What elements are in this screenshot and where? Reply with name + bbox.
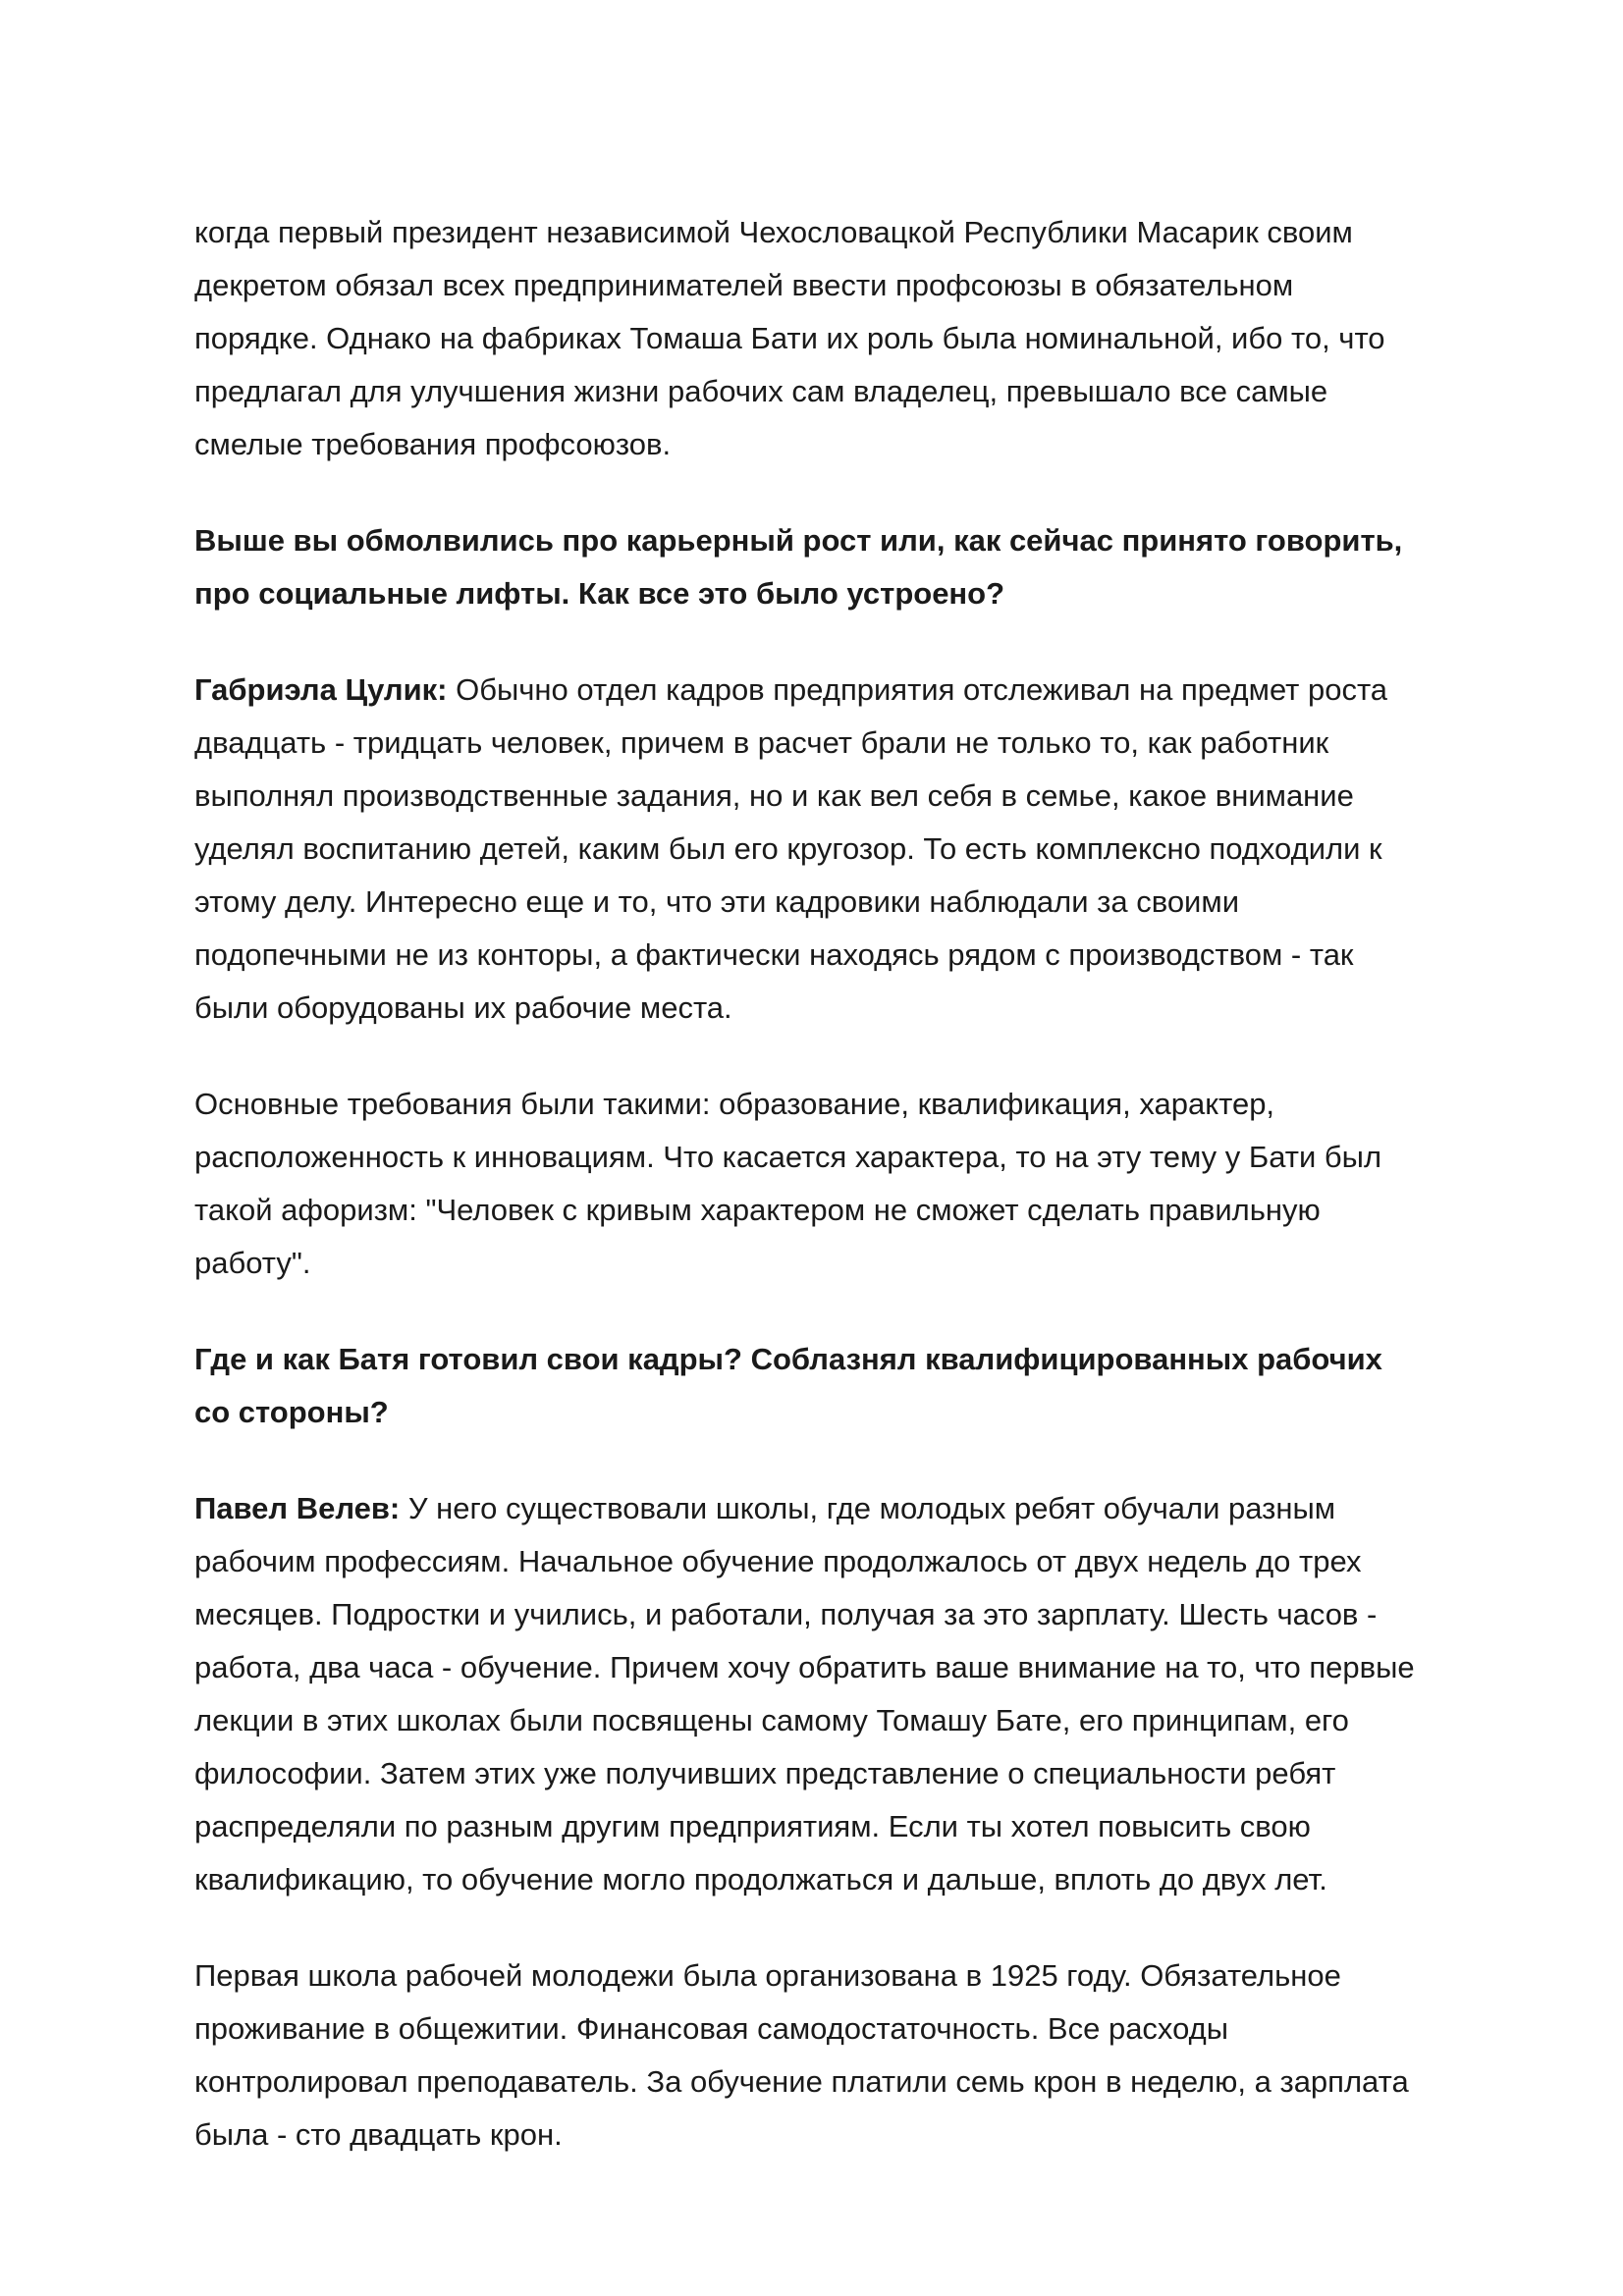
text-line: такой афоризм: "Человек с кривым характером не сможет сделать правильную <box>194 1193 1321 1227</box>
text-line: про социальные лифты. Как все это было устроено? <box>194 576 1005 611</box>
document-page <box>194 206 1451 2205</box>
text-line: предлагал для улучшения жизни рабочих сам владелец, превышало все самые <box>194 374 1328 408</box>
text-line: Обычно отдел кадров предприятия отслеживал на предмет роста <box>447 672 1388 707</box>
text-line: этому делу. Интересно еще и то, что эти кадровики наблюдали за своими <box>194 884 1240 919</box>
text-line: двадцать - тридцать человек, причем в расчет брали не только то, как работник <box>194 725 1329 760</box>
text-line: Где и как Батя готовил свои кадры? Соблазнял квалифицированных рабочих <box>194 1342 1382 1376</box>
text-line: философии. Затем этих уже получивших представление о специальности ребят <box>194 1756 1336 1790</box>
text-line: выполнял производственные задания, но и как вел себя в семье, какое внимание <box>194 778 1354 813</box>
text-line: месяцев. Подростки и учились, и работали, получая за это зарплату. Шесть часов - <box>194 1597 1378 1631</box>
text-line: квалификацию, то обучение могло продолжаться и дальше, вплоть до двух лет. <box>194 1862 1327 1896</box>
text-line: распределяли по разным другим предприятиям. Если ты хотел повысить свою <box>194 1809 1311 1843</box>
speaker-name: Павел Велев: <box>194 1491 401 1525</box>
text-line: смелые требования профсоюзов. <box>194 427 672 461</box>
text-line: была - сто двадцать крон. <box>194 2117 563 2152</box>
text-line: уделял воспитанию детей, каким был его кругозор. То есть комплексно подходили к <box>194 831 1382 866</box>
text-line: У него существовали школы, где молодых ребят обучали разным <box>400 1491 1336 1525</box>
interview-answer-velev <box>194 1482 1451 1906</box>
paragraph-requirements <box>194 1078 1451 1290</box>
text-line: Основные требования были такими: образование, квалификация, характер, <box>194 1087 1275 1121</box>
interview-question-training <box>194 1333 1451 1439</box>
text-line: проживание в общежитии. Финансовая самодостаточность. Все расходы <box>194 2011 1229 2046</box>
text-line: когда первый президент независимой Чехословацкой Республики Масарик своим <box>194 215 1353 249</box>
text-line: декретом обязал всех предпринимателей ввести профсоюзы в обязательном <box>194 268 1294 302</box>
paragraph-masaryk-decree <box>194 206 1451 471</box>
text-line: лекции в этих школах были посвящены самому Томашу Бате, его принципам, его <box>194 1703 1349 1737</box>
text-line: порядке. Однако на фабриках Томаша Бати их роль была номинальной, ибо то, что <box>194 321 1385 355</box>
text-line: работа, два часа - обучение. Причем хочу обратить ваше внимание на то, что первые <box>194 1650 1415 1684</box>
interview-question-career <box>194 514 1451 620</box>
text-line: были оборудованы их рабочие места. <box>194 990 732 1025</box>
text-line: подопечными не из конторы, а фактически находясь рядом с производством - так <box>194 937 1354 972</box>
text-line: Выше вы обмолвились про карьерный рост или, как сейчас принято говорить, <box>194 523 1403 558</box>
speaker-name: Габриэла Цулик: <box>194 672 448 707</box>
text-line: расположенность к инновациям. Что касается характера, то на эту тему у Бати был <box>194 1140 1382 1174</box>
paragraph-first-school <box>194 1949 1451 2162</box>
text-line: со стороны? <box>194 1395 389 1429</box>
text-line: рабочим профессиям. Начальное обучение продолжалось от двух недель до трех <box>194 1544 1362 1578</box>
interview-answer-tsulik <box>194 664 1451 1035</box>
text-line: работу". <box>194 1246 311 1280</box>
text-line: контролировал преподаватель. За обучение платили семь крон в неделю, а зарплата <box>194 2064 1409 2099</box>
text-line: Первая школа рабочей молодежи была организована в 1925 году. Обязательное <box>194 1958 1341 1993</box>
